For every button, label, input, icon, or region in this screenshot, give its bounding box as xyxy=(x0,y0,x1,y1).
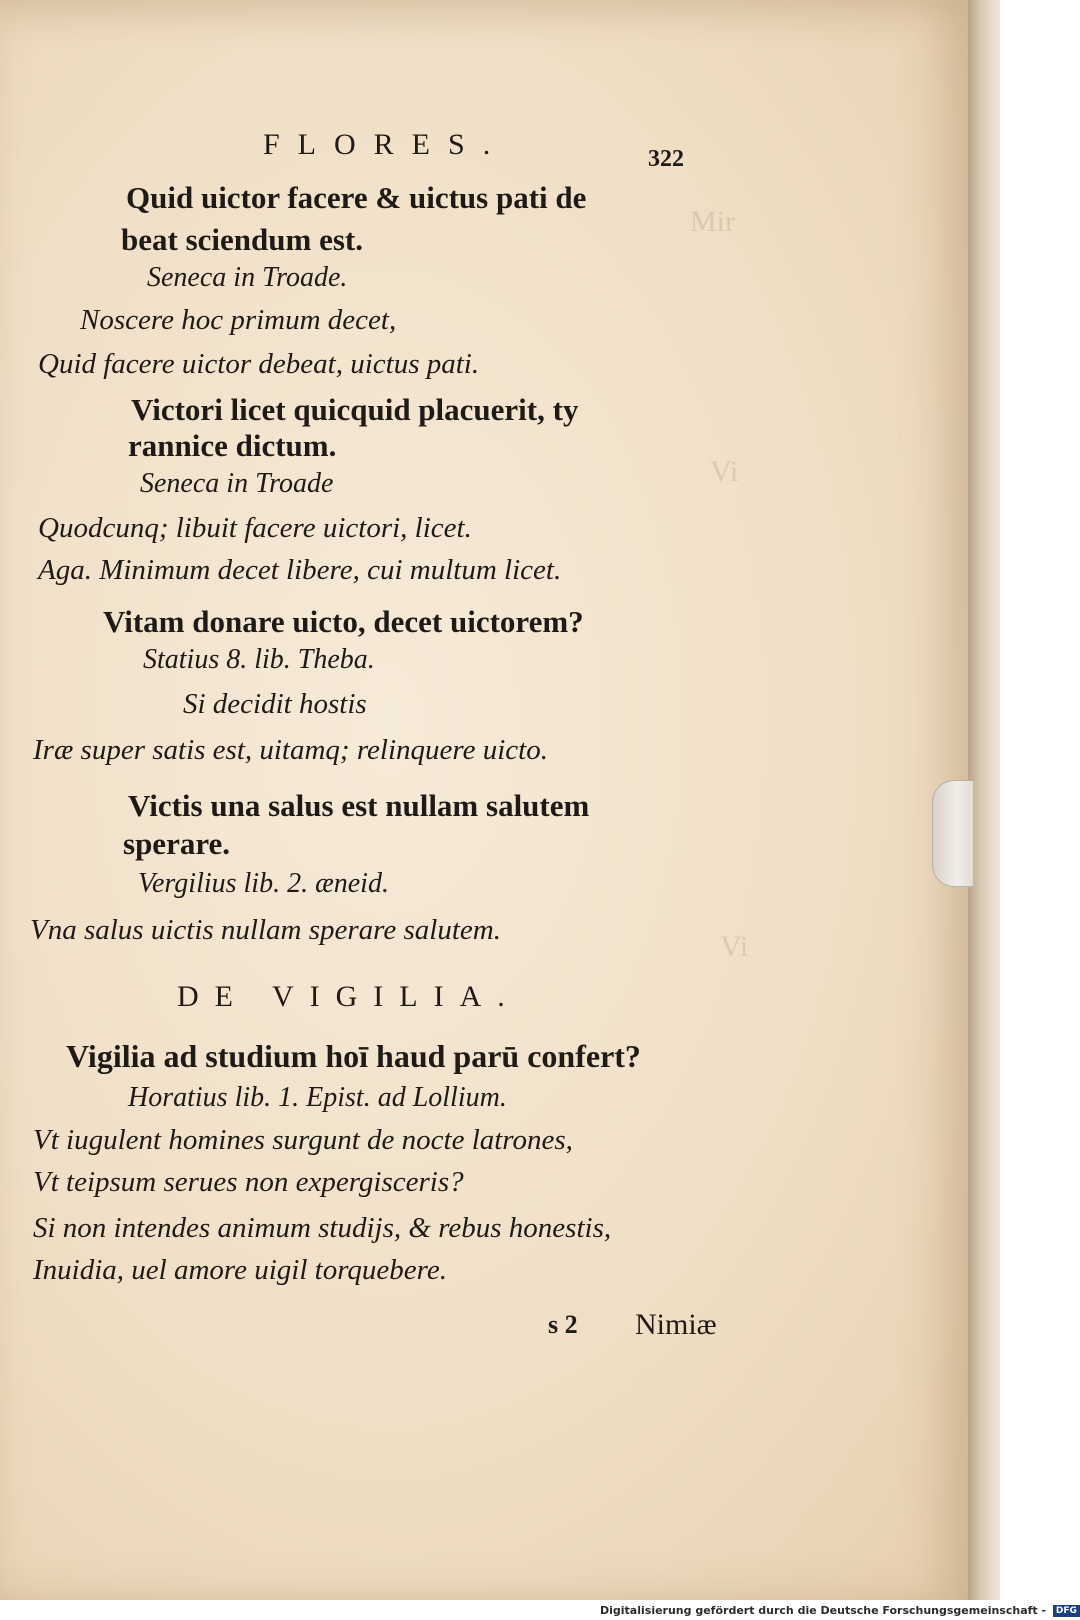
verse-line: Aga. Minimum decet libere, cui multum licet. xyxy=(38,554,562,586)
source-citation: Horatius lib. 1. Epist. ad Lollium. xyxy=(128,1082,507,1113)
dfg-logo: DFG xyxy=(1053,1605,1080,1617)
section-heading: DE VIGILIA. xyxy=(177,980,521,1013)
digitization-footer xyxy=(600,1601,1077,1620)
verse-line: Inuidia, uel amore uigil torquebere. xyxy=(33,1254,447,1286)
verse-line: Si decidit hostis xyxy=(183,688,367,720)
source-citation: Seneca in Troade. xyxy=(147,262,348,293)
text-line: Victis una salus est nullam salutem xyxy=(128,788,590,823)
show-through-text: Vi xyxy=(710,455,739,488)
verse-line: Quodcunq; libuit facere uictori, licet. xyxy=(38,512,472,544)
digitization-note: Digitalisierung gefördert durch die Deutsche Forschungsgemeinschaft - xyxy=(600,1604,1047,1617)
text-line: sperare. xyxy=(123,826,231,861)
signature-mark: s 2 xyxy=(548,1310,578,1339)
catchword: Nimiæ xyxy=(635,1308,717,1341)
book-clip xyxy=(932,780,973,887)
verse-line: Quid facere uictor debeat, uictus pati. xyxy=(38,348,480,380)
text-line: Vigilia ad studium hoī haud parū confert? xyxy=(66,1038,641,1074)
page-number: 322 xyxy=(648,146,684,172)
verse-line: Iræ super satis est, uitamq; relinquere uicto. xyxy=(33,734,548,766)
text-line: Vitam donare uicto, decet uictorem? xyxy=(103,604,584,639)
text-line: rannice dictum. xyxy=(128,428,337,463)
text-line: Victori licet quicquid placuerit, ty xyxy=(131,392,579,427)
source-citation: Vergilius lib. 2. æneid. xyxy=(138,868,389,899)
verse-line: Noscere hoc primum decet, xyxy=(80,304,397,336)
running-title: FLORES. xyxy=(263,128,509,161)
show-through-text: Mir xyxy=(690,205,735,238)
show-through-text: Vi xyxy=(720,930,749,963)
text-line: beat sciendum est. xyxy=(121,222,363,257)
verse-line: Vna salus uictis nullam sperare salutem. xyxy=(30,914,501,946)
text-line: Quid uictor facere & uictus pati de xyxy=(126,180,587,215)
source-citation: Seneca in Troade xyxy=(140,468,334,499)
source-citation: Statius 8. lib. Theba. xyxy=(143,644,375,675)
verse-line: Vt iugulent homines surgunt de nocte latrones, xyxy=(33,1124,573,1156)
verse-line: Vt teipsum serues non expergisceris? xyxy=(33,1166,464,1198)
verse-line: Si non intendes animum studijs, & rebus honestis, xyxy=(33,1212,612,1244)
